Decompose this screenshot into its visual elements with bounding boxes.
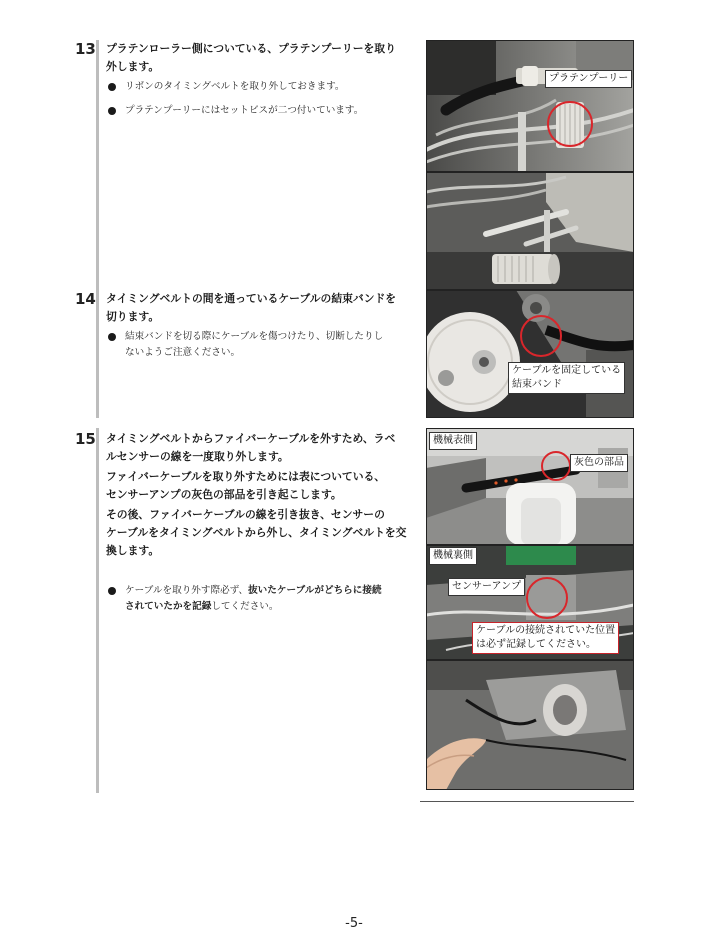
title-line: 外します。 (106, 60, 160, 73)
paragraph-line: その後、ファイバーケーブルの線を引き抜き、センサーの (106, 508, 385, 521)
label-record-note (472, 622, 619, 654)
step-number: 14 (75, 290, 96, 308)
step-bar (96, 290, 99, 418)
label-line: 結束バンド (512, 379, 562, 390)
label-machine-back: 機械裏側 (429, 547, 477, 565)
bullet-text: 結束バンドを切る際にケーブルを傷つけたり、切断したりし (125, 331, 384, 342)
label-line: は必ず記録してください。 (476, 639, 596, 650)
step-bar (96, 428, 99, 793)
bullet-dot (108, 83, 116, 91)
bullet-dot (108, 107, 116, 115)
step-15-paragraph-1 (106, 430, 406, 466)
label-machine-front: 機械表側 (429, 432, 477, 450)
step-15-paragraph-2 (106, 468, 406, 504)
step-13-title (106, 40, 406, 76)
photo-pulley-removed (426, 172, 634, 290)
bullet-text: ケーブルを取り外す際必ず、 (125, 585, 249, 596)
bullet-text-bold: 抜いたケーブルがどちらに接続 (248, 585, 382, 596)
step-15-paragraph-3 (106, 506, 406, 560)
label-line: ケーブルを固定している (512, 365, 622, 376)
bullet-dot (108, 587, 116, 595)
title-line: 切ります。 (106, 310, 160, 323)
divider-line (420, 801, 634, 802)
paragraph-line: センサーアンプの灰色の部品を引き起こします。 (106, 488, 342, 501)
bullet-dot (108, 333, 116, 341)
title-line: プラテンローラー側についている、プラテンプーリーを取り (106, 42, 396, 55)
paragraph-line: ケーブルをタイミングベルトから外し、タイミングベルトを交 (106, 526, 407, 539)
step-number: 15 (75, 430, 96, 448)
step-bar (96, 40, 99, 290)
photo-cable-tie (426, 290, 634, 418)
page-number: -5- (345, 916, 363, 931)
bullet-text: リボンのタイミングベルトを取り外しておきます。 (125, 81, 345, 92)
paragraph-line: タイミングベルトからファイバーケーブルを外すため、ラベ (106, 432, 396, 445)
bullet-text: してください。 (211, 601, 279, 612)
label-cable-tie (508, 362, 625, 394)
step-number: 13 (75, 40, 96, 58)
bullet-text: ないようご注意ください。 (125, 347, 241, 358)
label-line: ケーブルの接続されていた位置 (476, 625, 616, 636)
title-line: タイミングベルトの間を通っているケーブルの結束バンドを (106, 292, 397, 305)
step-14-title (106, 290, 406, 326)
label-sensor-amp: センサーアンプ (448, 578, 525, 596)
paragraph-line: 換します。 (106, 544, 160, 557)
bullet-text: プラテンプーリーにはセットビスが二つ付いています。 (125, 105, 364, 116)
photo-platen-pulley (426, 40, 634, 172)
photo-cable-removal (426, 660, 634, 790)
paragraph-line: ファイバーケーブルを取り外すためには表についている、 (106, 470, 386, 483)
paragraph-line: ルセンサーの線を一度取り外します。 (106, 450, 289, 463)
label-gray-part: 灰色の部品 (570, 454, 628, 472)
bullet-text-bold: されていたかを記録 (125, 601, 212, 612)
label-platen-pulley: プラテンプーリー (545, 70, 632, 88)
